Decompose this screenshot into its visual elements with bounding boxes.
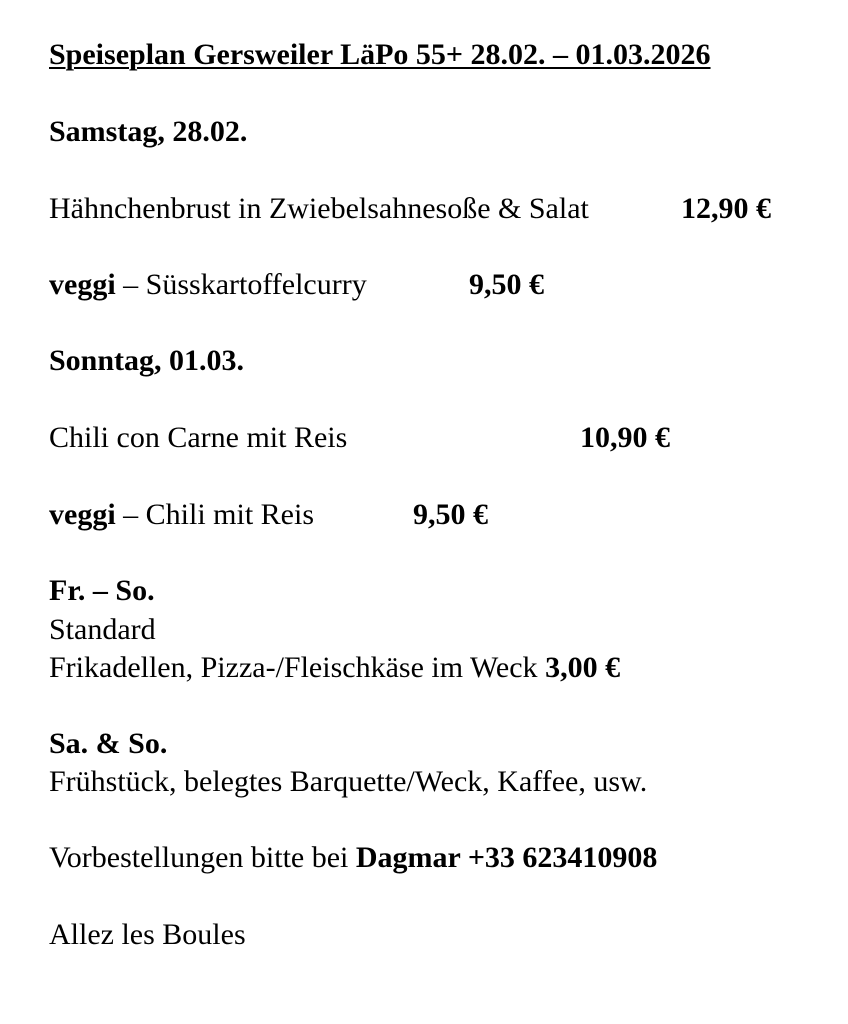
fri-sun-subheading: Standard [49,613,156,646]
saturday-heading: Samstag, 28.02. [49,115,248,148]
sunday-dish-2-price: 9,50 € [413,498,488,531]
sunday-dish-1 [49,423,347,453]
veggi-tag: veggi [49,268,116,301]
saturday-dish-2-price: 9,50 € [469,268,544,301]
sat-sun-items: Frühstück, belegtes Barquette/Weck, Kaffee, usw. [49,765,648,798]
saturday-dish-2 [49,270,367,300]
preorder-contact: Dagmar +33 623410908 [355,841,658,874]
veggi-tag: veggi [49,498,116,531]
preorder-text: Vorbestellungen bitte bei [49,841,356,874]
sunday-dish-2-name: – Chili mit Reis [115,498,315,531]
saturday-dish-1 [49,194,589,224]
fri-sun-items-text: Frikadellen, Pizza-/Fleischkäse im Weck [49,651,546,684]
fri-sun-price: 3,00 € [545,651,621,684]
page-title: Speiseplan Gersweiler LäPo 55+ 28.02. – 01.03.2026 [49,38,711,71]
sunday-dish-1-name: Chili con Carne mit Reis [49,421,348,454]
preorder-line [49,843,657,873]
sunday-dish-1-price: 10,90 € [580,421,670,454]
fri-sun-items [49,653,620,683]
closing-line: Allez les Boules [49,918,246,951]
saturday-dish-1-price: 12,90 € [681,192,771,225]
sunday-dish-2 [49,500,314,530]
saturday-dish-1-name: Hähnchenbrust in Zwiebelsahnesoße & Salat [49,192,589,225]
sat-sun-heading: Sa. & So. [49,727,168,760]
saturday-dish-2-name: – Süsskartoffelcurry [115,268,367,301]
fri-sun-heading: Fr. – So. [49,574,155,607]
sunday-heading: Sonntag, 01.03. [49,344,245,377]
